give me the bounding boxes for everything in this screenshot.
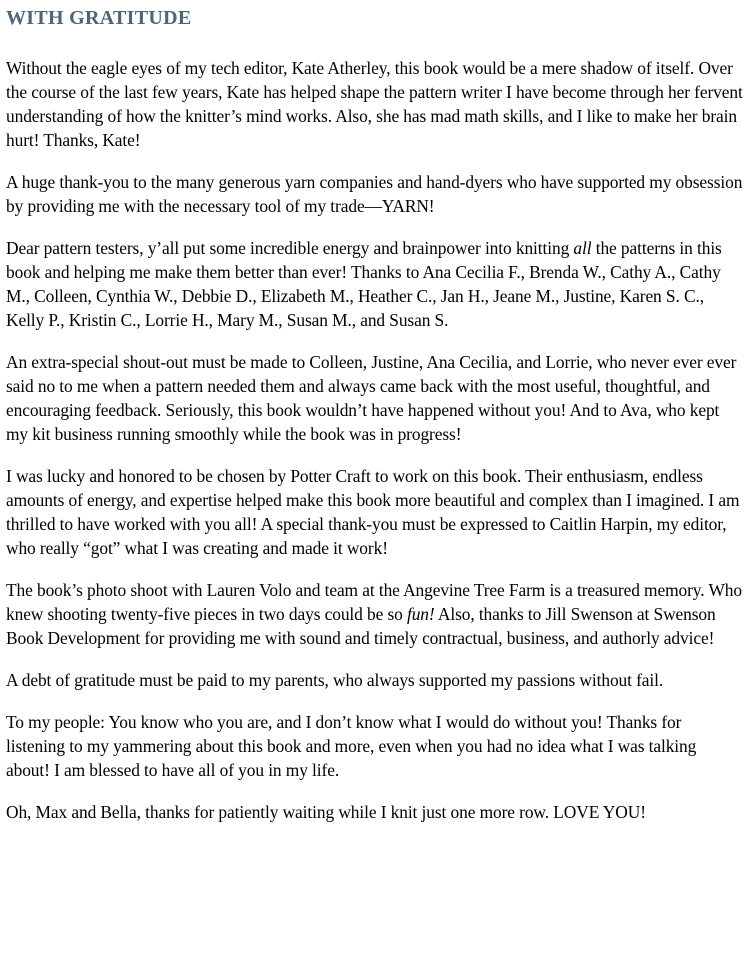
paragraph-tech-editor: Without the eagle eyes of my tech editor, Kate Atherley, this book would be a mere shadow of itself. Over the course of the last few years, Kate has helped shape the pattern writer I have become through her fervent understanding of how the knitter’s mind works. Also, she has mad math skills, and I like to make her brain hurt! Thanks, Kate! — [6, 58, 743, 150]
paragraph-shout-out: An extra-special shout-out must be made to Colleen, Justine, Ana Cecilia, and Lorrie, who never ever ever said no to me when a pattern needed them and always came back with the most useful, thoughtful, and encouraging feedback. Seriously, this book wouldn’t have happened without you! And to Ava, who kept my kit business running smoothly while the book was in progress! — [6, 352, 737, 444]
photo-shoot-text-end: Also, thanks to Jill Swenson at Swenson Book Development for providing me with sound and timely contractual, business, and authorly advice! — [6, 604, 716, 648]
testers-text-start: Dear pattern testers, y’all put some incredible energy and brainpower into knitting — [6, 238, 574, 258]
paragraph-pattern-testers — [6, 236, 744, 332]
paragraph-parents: A debt of gratitude must be paid to my parents, who always supported my passions without fail. — [6, 670, 664, 690]
acknowledgments-page — [6, 4, 744, 842]
paragraph-yarn-companies: A huge thank-you to the many generous yarn companies and hand-dyers who have supported my obsession by providing me with the necessary tool of my trade—YARN! — [6, 172, 743, 216]
photo-shoot-emphasis: fun! — [406, 604, 435, 624]
paragraph-photo-shoot — [6, 578, 744, 650]
paragraph-publisher: I was lucky and honored to be chosen by Potter Craft to work on this book. Their enthusiasm, endless amounts of energy, and expertise helped make this book more beautiful and complex than I imagined. I am thrilled to have worked with you all! A special thank-you must be expressed to Caitlin Harpin, my editor, who really “got” what I was creating and made it work! — [6, 466, 740, 558]
testers-emphasis: all — [573, 238, 592, 258]
testers-text-end: the patterns in this book and helping me make them better than ever! Thanks to Ana Cecilia F., Brenda W., Cathy A., Cathy M., Colleen, Cynthia W., Debbie D., Elizabeth M., Heather C., Jan H., Jeane M., Justine, Karen S. C., Kelly P., Kristin C., Lorrie H., Mary M., Susan M., and Susan S. — [6, 238, 722, 330]
paragraph-max-and-bella: Oh, Max and Bella, thanks for patiently waiting while I knit just one more row. LOVE YOU! — [6, 802, 646, 822]
page-title: WITH GRATITUDE — [6, 7, 192, 29]
paragraph-my-people: To my people: You know who you are, and I don’t know what I would do without you! Thanks for listening to my yammering about this book and more, even when you had no idea what I was talking about! I am blessed to have all of you in my life. — [6, 712, 697, 780]
photo-shoot-text-start: The book’s photo shoot with Lauren Volo and team at the Angevine Tree Farm is a treasured memory. Who knew shooting twenty-five pieces in two days could be so — [6, 580, 742, 624]
